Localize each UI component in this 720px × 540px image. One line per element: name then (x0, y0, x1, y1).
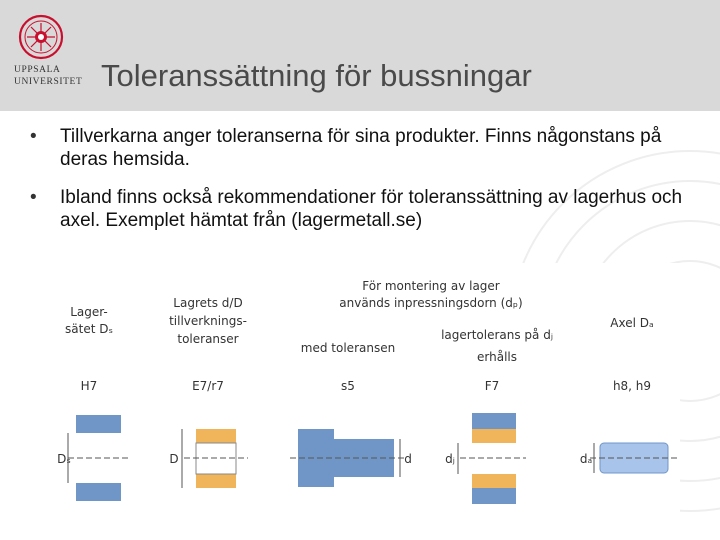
col2-header-line1: Lagrets d/D (173, 296, 243, 310)
col1-header-line2: sätet Dₛ (65, 322, 113, 336)
tolerance-figure (56, 263, 680, 515)
group-header-line1: För montering av lager (362, 279, 500, 293)
col5-value: h8, h9 (612, 379, 652, 393)
group-header-line2: används inpressningsdorn (dₚ) (339, 296, 523, 310)
col2-value: E7/r7 (192, 379, 224, 393)
housing-drawing (57, 415, 128, 501)
col1-header-line1: Lager- (70, 305, 108, 319)
col3-header: med toleransen (300, 341, 396, 355)
col2-header-line2: tillverknings- (169, 314, 247, 328)
dim-label-d-inner: d (404, 452, 412, 466)
bullet-item: • Tillverkarna anger toleranserna för sina produkter. Finns någonstans på deras hemsida. (30, 125, 690, 171)
dim-label-da: dₐ (579, 452, 593, 466)
bullet-list (30, 125, 690, 247)
bushing-drawing (169, 429, 248, 488)
bullet-item: • Ibland finns också rekommendationer för toleranssättning av lagerhus och axel. Exemplet hämtat från (lagermetall.se) (30, 186, 690, 232)
col2-header-line3: toleranser (177, 332, 239, 346)
col5-header: Axel Dₐ (610, 316, 654, 330)
dim-label-d-outer: D (169, 452, 179, 466)
dim-label-dj: dⱼ (445, 452, 455, 466)
col3-value: s5 (341, 379, 355, 393)
col4-header-line2: erhålls (477, 350, 517, 364)
header-bar (0, 0, 720, 111)
col1-value: H7 (80, 379, 98, 393)
col4-header-line1: lagertolerans på dⱼ (441, 328, 553, 342)
assembled-drawing (445, 413, 526, 504)
mandrel-drawing (290, 429, 412, 487)
col4-value: F7 (484, 379, 500, 393)
page-title: Toleranssättning för bussningar (101, 58, 532, 93)
shaft-drawing (580, 443, 678, 473)
university-logo-text: UPPSALA UNIVERSITET (14, 65, 83, 87)
dim-label-ds: Dₛ (57, 452, 71, 466)
